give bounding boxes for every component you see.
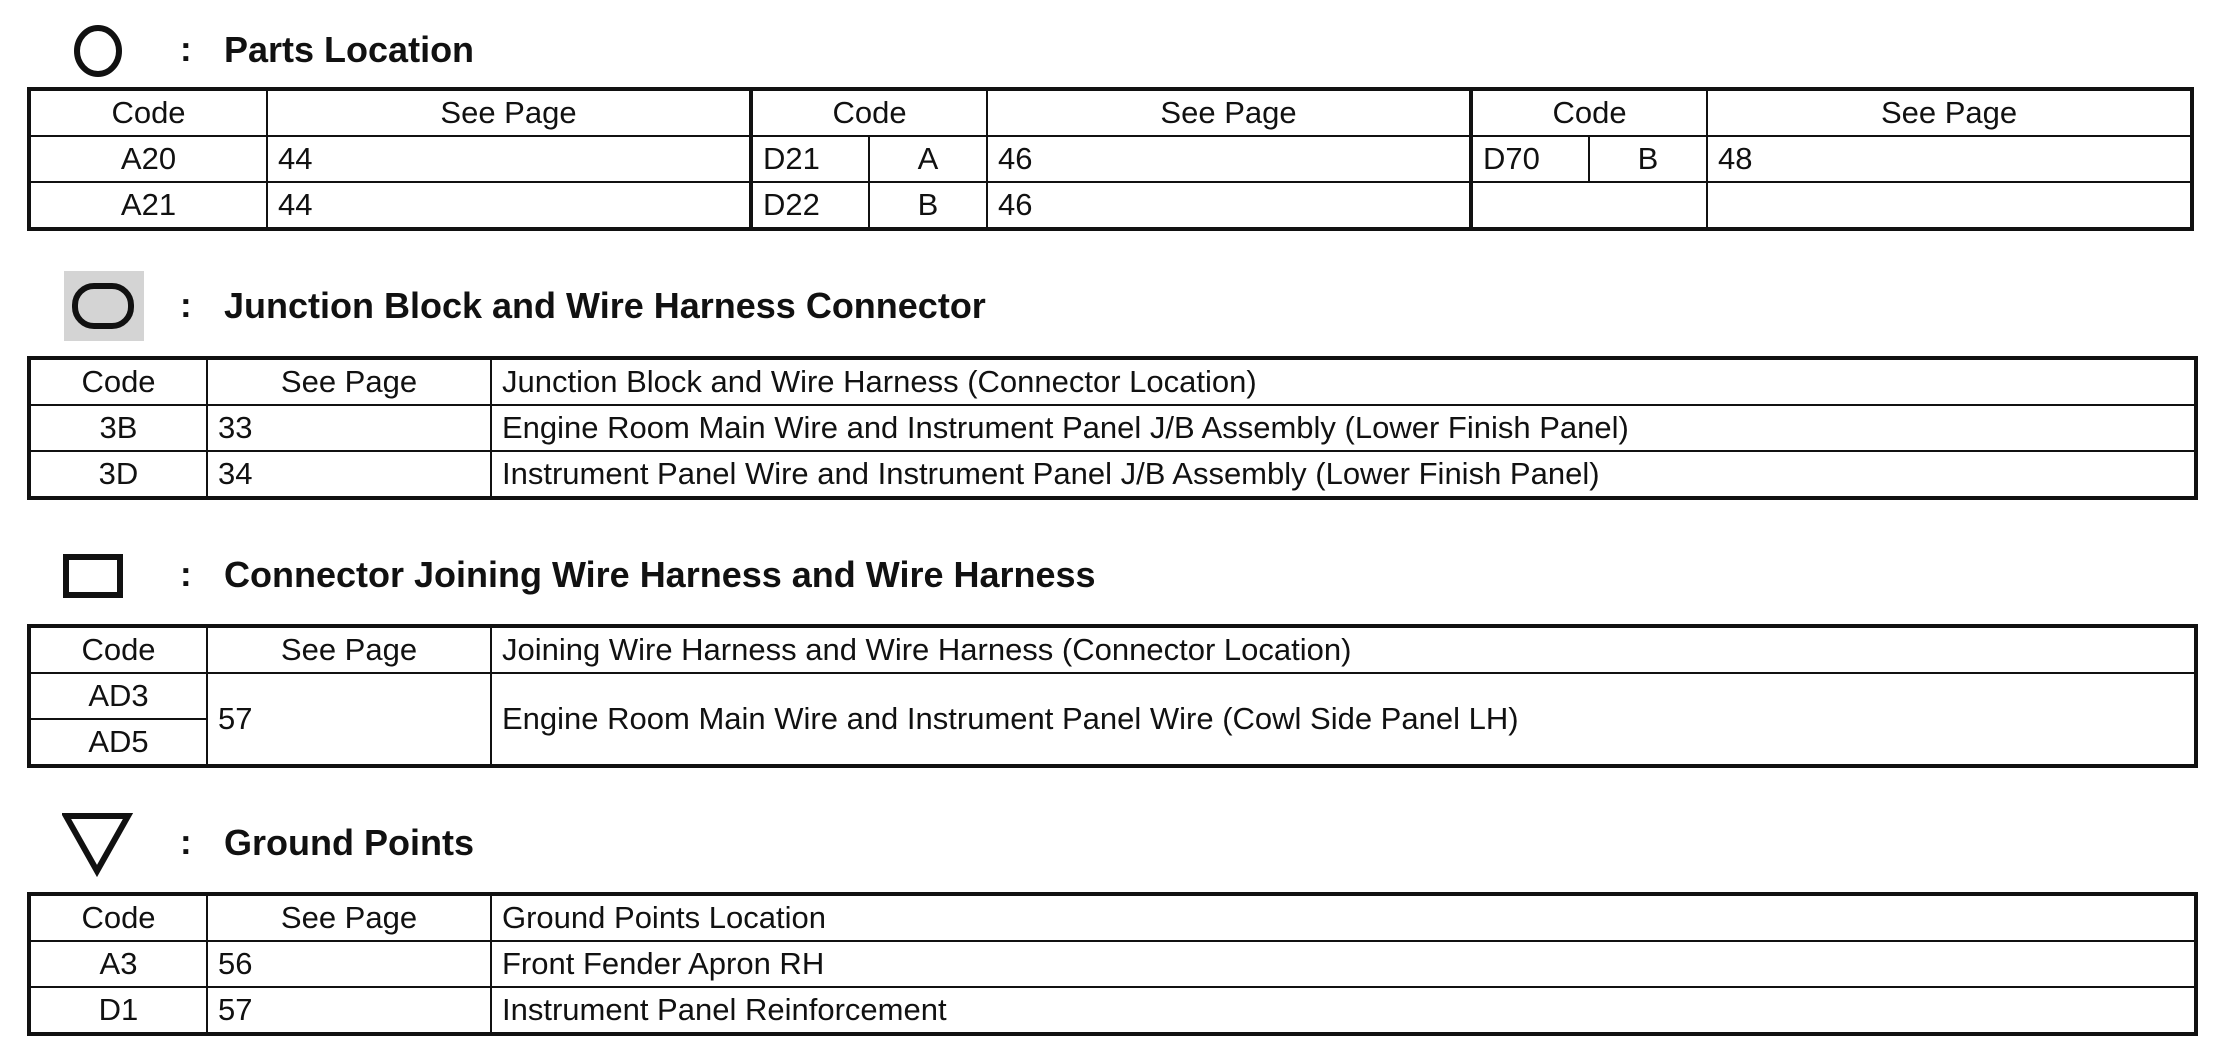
header-see-page: See Page xyxy=(987,89,1471,136)
rounded-rect-icon xyxy=(62,269,146,343)
page-cell: 56 xyxy=(207,941,491,987)
ground-points-table xyxy=(27,892,2198,1036)
header-see-page: See Page xyxy=(207,358,491,405)
connector-letter-cell: B xyxy=(1589,136,1707,182)
code-cell: AD5 xyxy=(29,719,207,766)
description-cell: Engine Room Main Wire and Instrument Panel Wire (Cowl Side Panel LH) xyxy=(491,673,2196,766)
rectangle-icon xyxy=(62,538,146,612)
ground-points-header xyxy=(62,806,2162,886)
section-title: Ground Points xyxy=(224,822,474,863)
junction-block-table xyxy=(27,356,2198,500)
table-row xyxy=(29,136,2192,182)
table-row xyxy=(29,987,2196,1034)
page-cell xyxy=(1707,182,2192,229)
header-code: Code xyxy=(29,894,207,941)
table-row xyxy=(29,405,2196,451)
header-see-page: See Page xyxy=(1707,89,2192,136)
section-colon: : xyxy=(180,823,192,862)
page-cell: 57 xyxy=(207,673,491,766)
table-row xyxy=(29,182,2192,229)
code-cell: 3D xyxy=(29,451,207,498)
header-code: Code xyxy=(29,89,267,136)
table-header-row xyxy=(29,89,2192,136)
header-code: Code xyxy=(1471,89,1707,136)
table-header-row xyxy=(29,358,2196,405)
section-title: Junction Block and Wire Harness Connector xyxy=(224,285,986,326)
description-cell: Front Fender Apron RH xyxy=(491,941,2196,987)
code-cell: A3 xyxy=(29,941,207,987)
parts-location-header xyxy=(62,13,2162,93)
header-code: Code xyxy=(29,358,207,405)
connector-letter-cell: B xyxy=(869,182,987,229)
table-row xyxy=(29,941,2196,987)
page-cell: 33 xyxy=(207,405,491,451)
code-cell xyxy=(1471,182,1707,229)
page-cell: 44 xyxy=(267,182,751,229)
page-cell: 48 xyxy=(1707,136,2192,182)
connector-letter-cell: A xyxy=(869,136,987,182)
table-row xyxy=(29,451,2196,498)
header-description: Joining Wire Harness and Wire Harness (Connector Location) xyxy=(491,626,2196,673)
parts-location-table xyxy=(27,87,2194,231)
code-cell: D21 xyxy=(751,136,869,182)
connector-joining-header xyxy=(62,538,2162,618)
connector-joining-table xyxy=(27,624,2198,768)
section-colon: : xyxy=(180,286,192,325)
code-cell: 3B xyxy=(29,405,207,451)
header-see-page: See Page xyxy=(207,626,491,673)
triangle-down-icon xyxy=(62,806,146,880)
header-see-page: See Page xyxy=(207,894,491,941)
code-cell: D70 xyxy=(1471,136,1589,182)
header-see-page: See Page xyxy=(267,89,751,136)
circle-icon xyxy=(62,13,146,87)
description-cell: Engine Room Main Wire and Instrument Panel J/B Assembly (Lower Finish Panel) xyxy=(491,405,2196,451)
page-cell: 46 xyxy=(987,136,1471,182)
section-title: Connector Joining Wire Harness and Wire Harness xyxy=(224,554,1096,595)
page-cell: 57 xyxy=(207,987,491,1034)
header-description: Ground Points Location xyxy=(491,894,2196,941)
code-cell: D1 xyxy=(29,987,207,1034)
code-cell: A20 xyxy=(29,136,267,182)
page-cell: 44 xyxy=(267,136,751,182)
page-cell: 46 xyxy=(987,182,1471,229)
section-title: Parts Location xyxy=(224,29,475,70)
header-code: Code xyxy=(29,626,207,673)
table-header-row xyxy=(29,894,2196,941)
code-cell: D22 xyxy=(751,182,869,229)
code-cell: AD3 xyxy=(29,673,207,719)
description-cell: Instrument Panel Wire and Instrument Panel J/B Assembly (Lower Finish Panel) xyxy=(491,451,2196,498)
junction-block-header xyxy=(62,269,2162,349)
header-description: Junction Block and Wire Harness (Connector Location) xyxy=(491,358,2196,405)
section-colon: : xyxy=(180,555,192,594)
table-header-row xyxy=(29,626,2196,673)
page-cell: 34 xyxy=(207,451,491,498)
header-code: Code xyxy=(751,89,987,136)
description-cell: Instrument Panel Reinforcement xyxy=(491,987,2196,1034)
table-row xyxy=(29,673,2196,719)
code-cell: A21 xyxy=(29,182,267,229)
section-colon: : xyxy=(180,30,192,69)
